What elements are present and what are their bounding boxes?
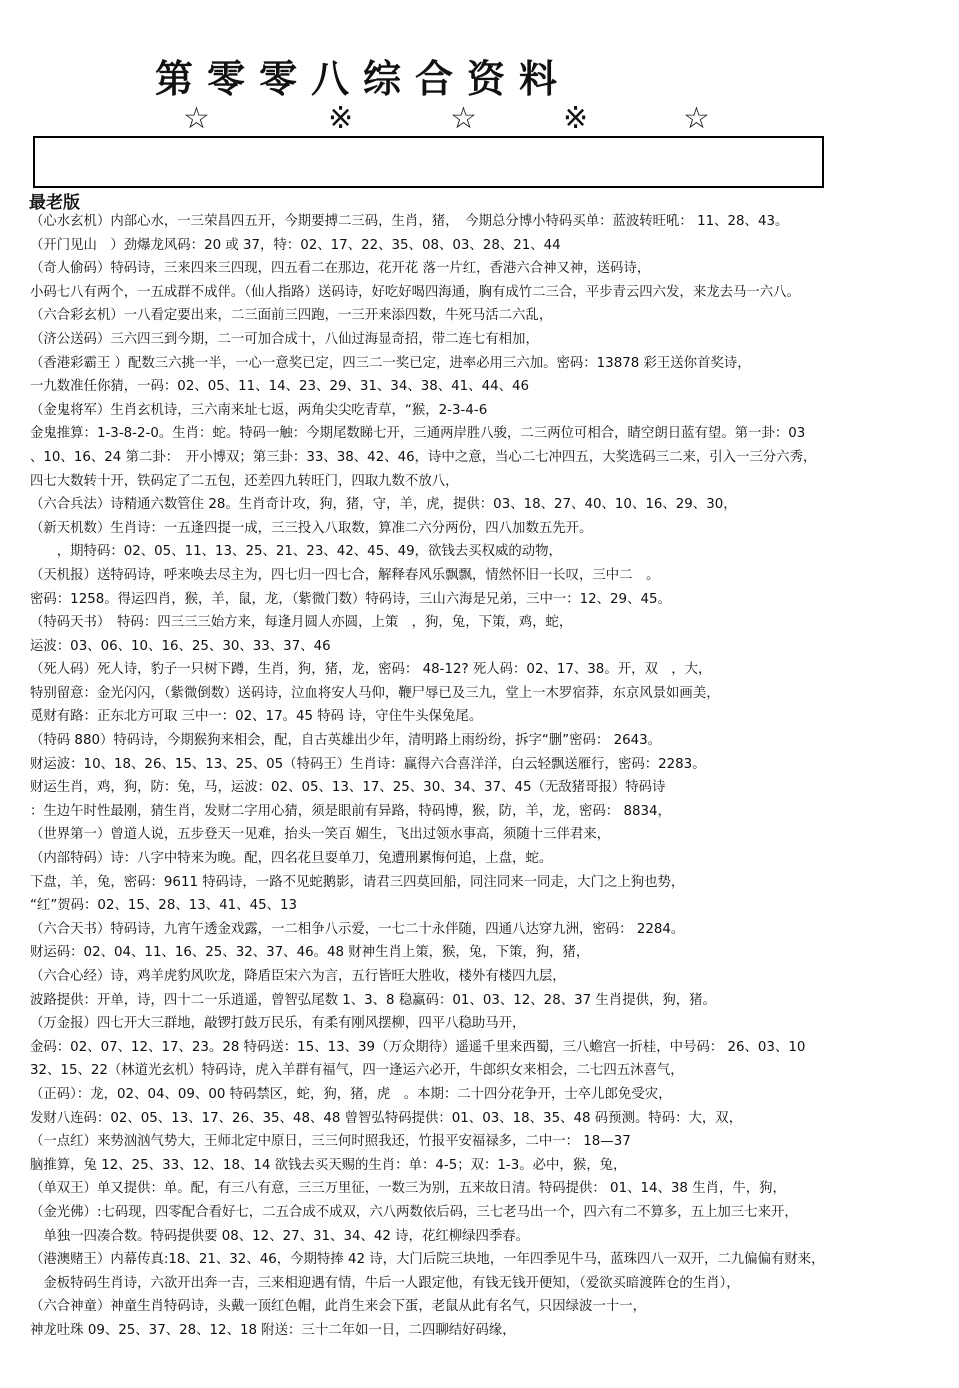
- text-line: （内部特码）诗：八字中特来为晚。配，四名花旦耍单刀，兔遭刑累悔何追，上盘，蛇。: [30, 851, 553, 867]
- star-icon: ☆: [183, 101, 210, 136]
- document-body: [30, 210, 940, 1343]
- text-line: （济公送码）三六四三到今期，二一可加合成十，八仙过海显奇招，带二连七有相加，: [30, 331, 539, 347]
- edition-label: 最老版: [29, 193, 80, 213]
- text-line: 下盘，羊，兔，密码：9611 特码诗，一路不见蛇鹅影，请君三四莫回船，同注同来一同走，大门之上狗也势，: [30, 874, 685, 890]
- text-line: （心水玄机）内部心水，一三荣昌四五开，今期要搏二三码，生肖，猪， 今期总分博小特码买单：蓝波转旺吼： 11、28、43。: [30, 214, 789, 229]
- star-icon: ☆: [450, 101, 477, 136]
- reference-mark-icon: ※: [563, 101, 589, 136]
- text-line: 密码：1258。得运四肖，猴，羊，鼠，龙，（紫微门数）特码诗，三山六海是兄弟，三中一：12、29、45。: [30, 591, 671, 607]
- reference-mark-icon: ※: [328, 101, 354, 136]
- text-line: 、10、16、24 第二卦： 开小博双；第三卦：33、38、42、46，诗中之意，当心二七冲四五，大奖选码三二来，引入一三分六秀，: [30, 449, 817, 465]
- text-line: （开门见山 ）劲爆龙风码：20 或 37，特：02、17、22、35、08、03、28、21、44: [30, 237, 561, 253]
- text-line: （六合彩玄机）一八看定要出来，二三面前三四跑，一三开来添四数，牛死马活二六乱，: [30, 308, 553, 324]
- text-line: （香港彩霸王 ）配数三六挑一半，一心一意奖已定，四三二一奖已定，进率必用三六加。密码：13878 彩王送你首奖诗，: [30, 355, 751, 371]
- text-line: 发财八连码：02、05、13、17、26、35、48、48 曾智弘特码提供：01、03、18、35、48 码预测。特码：大，双，: [30, 1110, 743, 1126]
- text-line: 财运码：02、04、11、16、25、32、37、46。48 财神生肖上策，猴，兔，下策，狗，猪，: [30, 945, 590, 961]
- text-line: （一点红）来势汹汹气势大，王师北定中原日，三三何时照我还，竹报平安福禄多，二中一： 18—37: [30, 1134, 631, 1150]
- text-line: （新天机数）生肖诗：一五逢四提一成，三三投入八取数，算准二六分两份，四八加数五先开。: [30, 520, 593, 536]
- text-line: 波路提供：开单，诗，四十二一乐逍遥，曾智弘尾数 1、3、8 稳赢码：01、03、12、28、37 生肖提供，狗，猪。: [30, 992, 716, 1008]
- text-line: （天机报）送特码诗，呼来唤去尽主为，四七归一四七合，解释春风乐飘飘，情然怀旧一长叹，三中二 。: [30, 567, 660, 583]
- text-line: 金板特码生肖诗，六欲开出奔一吉，三来相迎遇有情，牛后一人跟定他，有钱无钱开便知，（爱欲买暗渡阵仓的生肖），: [30, 1275, 740, 1291]
- text-line: 特别留意：金光闪闪，（紫微倒数）送码诗，泣血将安人马仰，鞭尸辱已及三九，堂上一木罗宿莽，东京风景如画美，: [30, 685, 720, 701]
- text-line: ，期特码：02、05、11、13、25、21、23、42、45、49，欲钱去买权威的动物，: [30, 544, 562, 560]
- text-line: 金码：02、07、12、17、23。28 特码送：15、13、39（万众期待）遥遥千里来西蜀，三八蟾宫一折桂，中号码： 26、03、10: [30, 1039, 806, 1055]
- text-line: （金鬼将军）生肖玄机诗，三六南来址七返，两角尖尖吃青草，“猴，2-3-4-6: [30, 402, 488, 418]
- text-line: 一九数准任你猜，一码：02、05、11、14、23、29、31、34、38、41、44、46: [30, 379, 530, 395]
- text-line: （六合天书）特码诗，九宵午透金戏露，一二相争八示爱，一七二十永伴随，四通八达穿九洲，密码： 2284。: [30, 921, 685, 937]
- text-line: 神龙吐珠 09、25、37、28、12、18 附送：三十二年如一日，二四聊结好码缘，: [30, 1322, 516, 1338]
- text-line: （单双王）单又提供：单。配，有三八有意，三三万里征，一数三为别，五来故日清。特码提供： 01、14、38 生肖，牛，狗，: [30, 1181, 786, 1197]
- blank-banner-box: [33, 136, 824, 188]
- text-line: （死人码）死人诗，豹子一只树下蹲，生肖，狗，猪，龙，密码： 48-12? 死人码：02、17、38。开，双 ，大，: [30, 662, 712, 678]
- text-line: 财运波：10、18、26、15、13、25、05（特码王）生肖诗：赢得六合喜洋洋，白云轻飘送雁行，密码：2283。: [30, 756, 706, 772]
- star-icon: ☆: [683, 101, 710, 136]
- text-line: ：生边午时性最刚，猜生肖，发财二字用心猜，须是眼前有异路，特码博，猴，防，羊，龙，密码： 8834，: [30, 803, 671, 819]
- text-line: （特码 880）特码诗，今期猴狗来相会，配，自古英雄出少年，清明路上雨纷纷，拆字“删”密码： 2643。: [30, 733, 662, 749]
- text-line: （特码天书） 特码：四三三三始方来，每逢月圆人亦圆，上策 ，狗，兔，下策，鸡，蛇，: [30, 615, 573, 631]
- text-line: “红”贺码：02、15、28、13、41、45、13: [30, 898, 298, 914]
- text-line: （万金报）四七开大三群地，敲锣打鼓万民乐，有柔有刚风摆柳，四平八稳助马开，: [30, 1016, 526, 1032]
- text-line: 脑推算，兔 12、25、33、12、18、14 欲钱去买天赐的生肖：单：4-5；双：1-3。必中，猴，兔，: [30, 1157, 627, 1173]
- text-line: （世界第一）曾道人说，五步登天一见难，抬头一笑百 媚生，飞出过领水事高，须随十三伴君来，: [30, 827, 611, 843]
- text-line: 金鬼推算：1-3-8-2-0。生肖：蛇。特码一触：今期尾数睇七开，三通两岸胜八骏，二三两位可相合，睛空朗日蓝有望。第一卦：03: [30, 426, 806, 442]
- text-line: （六合心经）诗，鸡羊虎豹风吹龙，降盾臣宋六为言，五行皆旺大胜收，楼外有楼四九层，: [30, 969, 566, 984]
- text-line: （金光佛）:七码现，四零配合看好七，二五合成不成双，六八两数依后码，三七老马出一个，四六有二不算多，五上加三七来开，: [30, 1204, 798, 1220]
- text-line: （奇人偷码）特码诗，三来四来三四现，四五看二在那边，花开花 落一片红，香港六合神又神，送码诗，: [30, 261, 651, 277]
- text-line: 小码七八有两个，一五成群不成伴。（仙人指路）送码诗，好吃好喝四海通，胸有成竹二三合，平步青云四六发，来龙去马一六八。: [30, 284, 800, 300]
- text-line: （正码）：龙，02、04、09、00 特码禁区，蛇，狗，猪，虎 。本期：二十四分花争开，士卒儿郎免受灾，: [30, 1086, 672, 1102]
- text-line: （六合兵法）诗精通六数管住 28。生肖奇计攻，狗，猪，守，羊，虎，提供：03、18、27、40、10、16、29、30，: [30, 497, 737, 513]
- text-line: 觅财有路：正东北方可取 三中一：02、17。45 特码 诗，守住牛头保兔尾。: [30, 709, 483, 725]
- text-line: 财运生肖，鸡，狗，防：兔，马，运波：02、05、13、17、25、30、34、37、45（无敌猪哥报）特码诗: [30, 780, 666, 796]
- star-decoration-row: [0, 101, 959, 138]
- page-title: 第零零八综合资料: [155, 56, 572, 101]
- text-line: （港澳赌王）内幕传真:18、21、32、46，今期特捧 42 诗，大门后院三块地，一年四季见牛马，蓝珠四八一双开，二九偏偏有财来，: [30, 1252, 825, 1268]
- text-line: （六合神童）神童生肖特码诗，头戴一顶红色帽，此肖生来会下蛋，老鼠从此有名气，只因绿波一十一，: [30, 1299, 646, 1315]
- text-line: 单独一四凑合数。特码提供要 08、12、27、31、34、42 诗，花红柳绿四季春。: [30, 1228, 530, 1244]
- text-line: 运波：03、06、10、16、25、30、33、37、46: [30, 638, 331, 654]
- text-line: 四七大数转十开，铁码定了二五包，还差四九转旺门，四取九数不放八，: [30, 473, 459, 489]
- text-line: 32、15、22（林道光玄机）特码诗，虎入羊群有福气，四一逢运六必开，牛郎织女来相会，二七四五沐喜气，: [30, 1063, 684, 1079]
